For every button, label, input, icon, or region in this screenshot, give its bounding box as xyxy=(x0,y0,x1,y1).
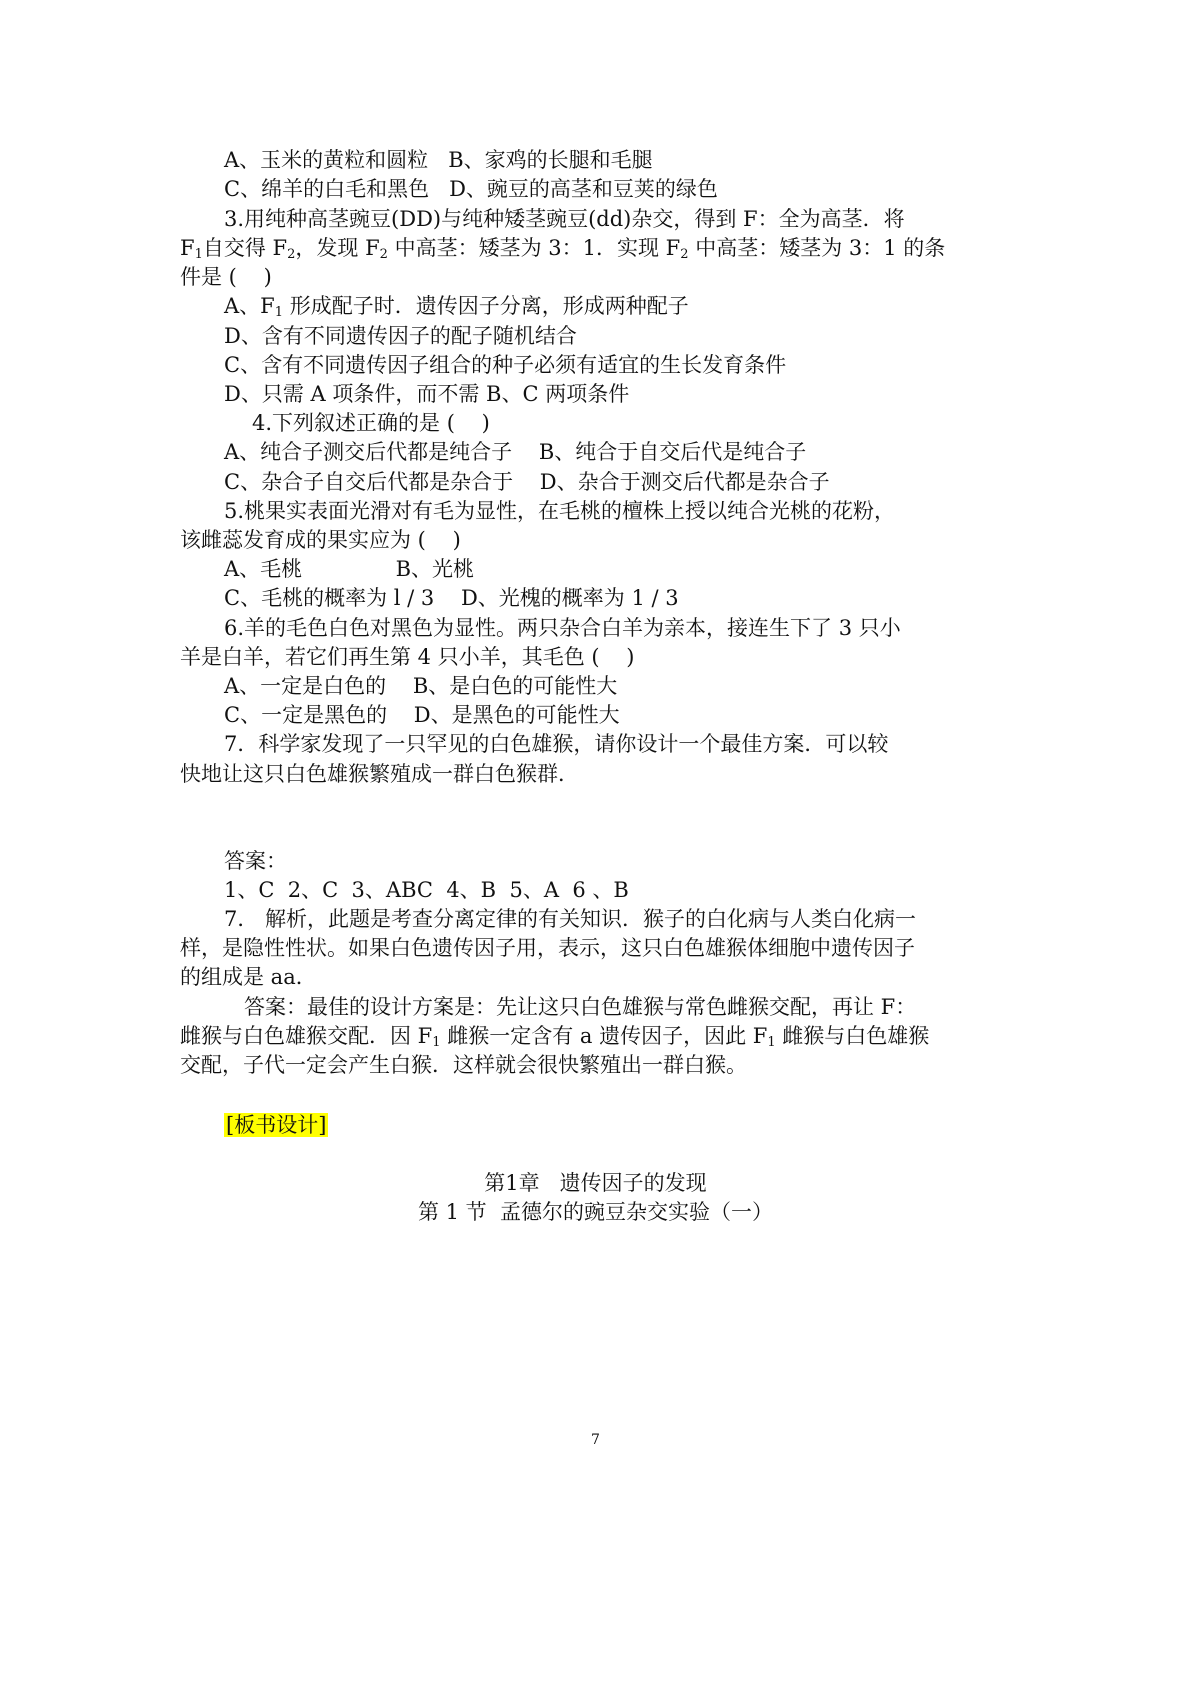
question-5-line-2: 该雌蕊发育成的果实应为 ( ) xyxy=(180,528,461,552)
option-line xyxy=(224,293,689,319)
text-segment: 雌猴与白色雄猴 xyxy=(775,1024,930,1048)
question-6-line-1: 6.羊的毛色白色对黑色为显性。两只杂合白羊为亲本，接连生下了 3 只小 xyxy=(224,616,901,640)
question-4: 4.下列叙述正确的是 ( ) xyxy=(252,411,490,435)
option-line: C、杂合子自交后代都是杂合于 D、杂合于测交后代都是杂合子 xyxy=(224,470,830,494)
option-line: A、一定是白色的 B、是白色的可能性大 xyxy=(224,674,618,698)
option-line: C、含有不同遗传因子组合的种子必须有适宜的生长发育条件 xyxy=(224,353,787,377)
question-7-line-1: 7．科学家发现了一只罕见的白色雄猴，请你设计一个最佳方案．可以较 xyxy=(224,732,889,756)
text-segment: 中高茎：矮茎为 3：1．实现 F xyxy=(387,236,681,260)
option-line: C、一定是黑色的 D、是黑色的可能性大 xyxy=(224,703,620,727)
question-6-line-2: 羊是白羊，若它们再生第 4 只小羊，其毛色 ( ) xyxy=(180,645,635,669)
analysis-line-1: 7． 解析，此题是考查分离定律的有关知识．猴子的白化病与人类白化病一 xyxy=(224,907,917,931)
subscript: 2 xyxy=(287,247,296,262)
option-line: D、含有不同遗传因子的配子随机结合 xyxy=(224,324,577,348)
answer-plan-line-1: 答案：最佳的设计方案是：先让这只白色雄猴与常色雌猴交配，再让 F： xyxy=(244,995,917,1019)
text-segment: ，发现 F xyxy=(295,236,380,260)
subscript: 1 xyxy=(767,1035,776,1050)
subscript: 2 xyxy=(680,247,689,262)
answers-heading: 答案： xyxy=(224,849,287,873)
subscript: 1 xyxy=(194,247,203,262)
question-7-line-2: 快地让这只白色雄猴繁殖成一群白色猴群． xyxy=(180,762,579,786)
analysis-line-3: 的组成是 aa． xyxy=(180,965,317,989)
option-line: D、只需 A 项条件，而不需 B、C 两项条件 xyxy=(224,382,630,406)
section-title: 第 1 节 孟德尔的豌豆杂交实验（一） xyxy=(417,1200,774,1224)
answer-plan-line-2 xyxy=(180,1023,929,1049)
highlighted-label: [板书设计] xyxy=(226,1113,327,1137)
subscript: 1 xyxy=(432,1035,441,1050)
text-segment: 自交得 F xyxy=(202,236,288,260)
option-line: A、玉米的黄粒和圆粒 B、家鸡的长腿和毛腿 xyxy=(224,148,653,172)
answers-list: 1、C 2、C 3、ABC 4、B 5、A 6 、B xyxy=(224,878,629,902)
option-line: A、纯合子测交后代都是纯合子 B、纯合于自交后代是纯合子 xyxy=(224,440,807,464)
question-3-line-1: 3.用纯种高茎豌豆(DD)与纯种矮茎豌豆(dd)杂交，得到 F：全为高茎．将 xyxy=(224,207,905,231)
chapter-title: 第1章 遗传因子的发现 xyxy=(484,1171,707,1195)
text-segment: 形成配子时．遗传因子分离，形成两种配子 xyxy=(283,294,689,318)
question-5-line-1: 5.桃果实表面光滑对有毛为显性，在毛桃的檀株上授以纯合光桃的花粉， xyxy=(224,499,896,523)
question-3-line-3: 件是 ( ) xyxy=(180,265,272,289)
text-segment: 中高茎：矮茎为 3：1 的条 xyxy=(688,236,946,260)
text-segment: 雌猴与白色雄猴交配．因 F xyxy=(180,1024,433,1048)
option-line: A、毛桃 B、光桃 xyxy=(224,557,475,581)
option-line: C、绵羊的白毛和黑色 D、豌豆的高茎和豆荚的绿色 xyxy=(224,177,718,201)
text-segment: 雌猴一定含有 a 遗传因子，因此 F xyxy=(440,1024,768,1048)
subscript: 1 xyxy=(274,305,284,320)
text-segment: F xyxy=(180,236,195,260)
option-line: C、毛桃的概率为 l / 3 D、光槐的概率为 1 / 3 xyxy=(224,586,679,610)
analysis-line-2: 样，是隐性性状。如果白色遗传因子用，表示，这只白色雄猴体细胞中遗传因子 xyxy=(180,936,915,960)
board-design-heading xyxy=(224,1112,328,1138)
question-3-line-2 xyxy=(180,235,945,261)
answer-plan-line-3: 交配，子代一定会产生白猴．这样就会很快繁殖出一群白猴。 xyxy=(180,1053,747,1077)
page-number: 7 xyxy=(591,1432,600,1448)
subscript: 2 xyxy=(379,247,388,262)
text-segment: A、F xyxy=(224,294,275,318)
